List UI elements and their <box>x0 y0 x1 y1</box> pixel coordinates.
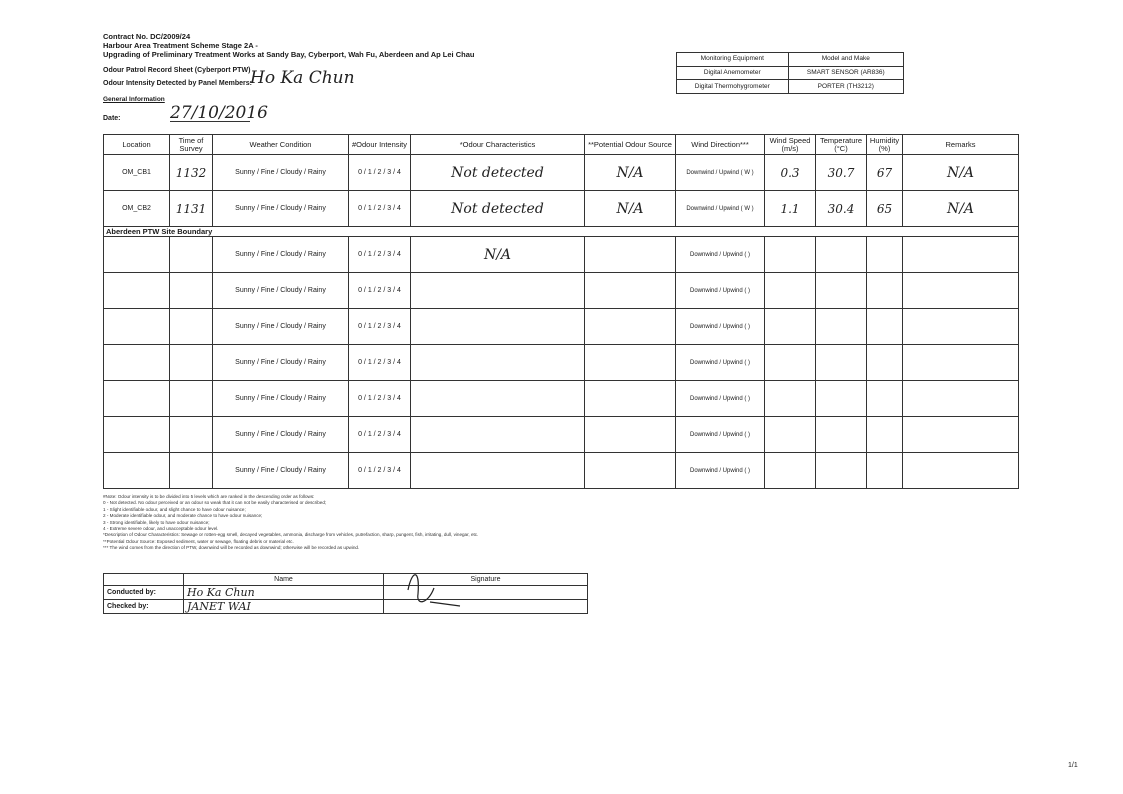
wind-speed-cell <box>765 273 816 309</box>
humidity-cell <box>867 273 903 309</box>
wind-direction-cell: Downwind / Upwind ( ) <box>676 453 765 489</box>
temperature-cell: 30.7 <box>816 155 867 191</box>
model-col-header: Model and Make <box>788 53 903 67</box>
characteristics-cell <box>411 417 585 453</box>
odour-patrol-table <box>103 134 1019 489</box>
sheet-title: Odour Patrol Record Sheet (Cyberport PTW) <box>103 67 251 74</box>
remarks-cell <box>903 237 1019 273</box>
project-subtitle: Upgrading of Preliminary Treatment Works at Sandy Bay, Cyberport, Wah Fu, Aberdeen and Ap Lei Chau <box>103 50 475 59</box>
remarks-cell <box>903 273 1019 309</box>
note-line: 2 - Moderate identifiable odour, and moderate chance to have odour nuisance; <box>103 513 263 519</box>
signature-scribble-icon <box>400 566 470 616</box>
temperature-cell: 30.4 <box>816 191 867 227</box>
wind-speed-cell <box>765 309 816 345</box>
time-cell <box>170 453 213 489</box>
humidity-cell: 67 <box>867 155 903 191</box>
wind-direction-cell: Downwind / Upwind ( ) <box>676 381 765 417</box>
notes-block <box>103 494 583 552</box>
intensity-cell: 0 / 1 / 2 / 3 / 4 <box>349 345 411 381</box>
intensity-cell: 0 / 1 / 2 / 3 / 4 <box>349 191 411 227</box>
intensity-cell: 0 / 1 / 2 / 3 / 4 <box>349 273 411 309</box>
table-row <box>104 237 1019 273</box>
remarks-cell <box>903 417 1019 453</box>
location-cell <box>104 417 170 453</box>
equipment-model: SMART SENSOR (AR836) <box>788 66 903 80</box>
weather-cell: Sunny / Fine / Cloudy / Rainy <box>213 453 349 489</box>
time-cell: 1131 <box>170 191 213 227</box>
wind-direction-cell: Downwind / Upwind ( ) <box>676 345 765 381</box>
humidity-cell <box>867 345 903 381</box>
table-row <box>104 417 1019 453</box>
col-source: **Potential Odour Source <box>585 135 676 155</box>
col-wind-speed: Wind Speed (m/s) <box>765 135 816 155</box>
conducted-by-label: Conducted by: <box>104 586 184 600</box>
note-line: *** The wind comes from the direction of PTW, downwind will be recorded as downwind; otherwise will be recorded as upwind. <box>103 545 360 551</box>
source-cell: N/A <box>585 155 676 191</box>
equipment-col-header: Monitoring Equipment <box>677 53 789 67</box>
characteristics-cell: N/A <box>411 237 585 273</box>
name-header: Name <box>184 574 384 586</box>
characteristics-cell: Not detected <box>411 155 585 191</box>
equipment-table <box>676 52 904 94</box>
remarks-cell <box>903 453 1019 489</box>
table-row <box>104 453 1019 489</box>
time-cell <box>170 345 213 381</box>
humidity-cell <box>867 381 903 417</box>
conducted-by-name: Ho Ka Chun <box>184 586 384 600</box>
weather-cell: Sunny / Fine / Cloudy / Rainy <box>213 417 349 453</box>
wind-speed-cell <box>765 237 816 273</box>
source-cell <box>585 273 676 309</box>
weather-cell: Sunny / Fine / Cloudy / Rainy <box>213 345 349 381</box>
note-line: **Potential Odour Source: Exposed sediment, water or sewage, floating debris or material etc. <box>103 538 294 544</box>
note-line: #Note: Odour intensity is to be divided into 5 levels which are ranked in the descending order as follows: <box>103 494 315 499</box>
humidity-cell <box>867 237 903 273</box>
note-line: 1 - Slight identifiable odour, and slight chance to have odour nuisance; <box>103 506 246 512</box>
time-cell <box>170 381 213 417</box>
humidity-cell <box>867 309 903 345</box>
characteristics-cell <box>411 309 585 345</box>
characteristics-cell: Not detected <box>411 191 585 227</box>
source-cell: N/A <box>585 191 676 227</box>
wind-speed-cell <box>765 453 816 489</box>
wind-speed-cell <box>765 345 816 381</box>
signature-table <box>103 573 588 614</box>
equipment-name: Digital Anemometer <box>677 66 789 80</box>
intensity-cell: 0 / 1 / 2 / 3 / 4 <box>349 453 411 489</box>
location-cell <box>104 309 170 345</box>
remarks-cell <box>903 345 1019 381</box>
wind-speed-cell: 1.1 <box>765 191 816 227</box>
checked-by-label: Checked by: <box>104 600 184 614</box>
characteristics-cell <box>411 453 585 489</box>
characteristics-cell <box>411 273 585 309</box>
weather-cell: Sunny / Fine / Cloudy / Rainy <box>213 273 349 309</box>
table-row <box>104 273 1019 309</box>
source-cell <box>585 417 676 453</box>
temperature-cell <box>816 345 867 381</box>
location-cell <box>104 345 170 381</box>
remarks-cell <box>903 381 1019 417</box>
location-cell <box>104 273 170 309</box>
humidity-cell <box>867 417 903 453</box>
weather-cell: Sunny / Fine / Cloudy / Rainy <box>213 155 349 191</box>
weather-cell: Sunny / Fine / Cloudy / Rainy <box>213 309 349 345</box>
col-wind-direction: Wind Direction*** <box>676 135 765 155</box>
location-cell <box>104 453 170 489</box>
temperature-cell <box>816 273 867 309</box>
wind-direction-cell: Downwind / Upwind ( ) <box>676 273 765 309</box>
intensity-cell: 0 / 1 / 2 / 3 / 4 <box>349 155 411 191</box>
source-cell <box>585 309 676 345</box>
temperature-cell <box>816 417 867 453</box>
characteristics-cell <box>411 345 585 381</box>
wind-direction-cell: Downwind / Upwind ( ) <box>676 309 765 345</box>
contract-number: Contract No. DC/2009/24 <box>103 32 191 41</box>
col-remarks: Remarks <box>903 135 1019 155</box>
temperature-cell <box>816 381 867 417</box>
checked-by-name: JANET WAI <box>184 600 384 614</box>
time-cell <box>170 273 213 309</box>
time-cell <box>170 309 213 345</box>
location-cell <box>104 381 170 417</box>
table-row <box>104 191 1019 227</box>
location-cell: OM_CB2 <box>104 191 170 227</box>
project-title: Harbour Area Treatment Scheme Stage 2A - <box>103 41 258 50</box>
aberdeen-section-label: Aberdeen PTW Site Boundary <box>104 227 1019 237</box>
signature-header: Signature <box>384 574 588 586</box>
source-cell <box>585 453 676 489</box>
temperature-cell <box>816 309 867 345</box>
weather-cell: Sunny / Fine / Cloudy / Rainy <box>213 191 349 227</box>
intensity-cell: 0 / 1 / 2 / 3 / 4 <box>349 381 411 417</box>
intensity-cell: 0 / 1 / 2 / 3 / 4 <box>349 237 411 273</box>
source-cell <box>585 381 676 417</box>
remarks-cell: N/A <box>903 155 1019 191</box>
page-number: 1/1 <box>1068 762 1078 769</box>
table-row <box>104 345 1019 381</box>
intensity-cell: 0 / 1 / 2 / 3 / 4 <box>349 417 411 453</box>
time-cell <box>170 237 213 273</box>
note-line: *Description of Odour Characteristics: Sewage or rotten-egg smell, decayed vegetables, ammonia, discharge from vehicles, putrefaction, sharp, pungent, fish, irritating, dull, vinegar, etc. <box>103 532 479 538</box>
note-line: 3 - Strong identifiable, likely to have odour nuisance; <box>103 519 210 525</box>
temperature-cell <box>816 453 867 489</box>
temperature-cell <box>816 237 867 273</box>
date-label: Date: <box>103 115 121 122</box>
location-cell: OM_CB1 <box>104 155 170 191</box>
time-cell: 1132 <box>170 155 213 191</box>
col-time: Time of Survey <box>170 135 213 155</box>
col-location: Location <box>104 135 170 155</box>
note-line: 4 - Extreme severe odour, and unacceptable odour level. <box>103 526 219 532</box>
panel-member-handwritten: Ho Ka Chun <box>250 68 355 88</box>
note-line: 0 - Not detected. No odour perceived or an odour so weak that it can not be easily characterised or described; <box>103 500 327 506</box>
source-cell <box>585 345 676 381</box>
table-row <box>104 309 1019 345</box>
date-handwritten: 27/10/2016 <box>170 103 268 123</box>
table-row <box>104 381 1019 417</box>
general-info-label: General Information <box>103 96 165 103</box>
col-temperature: Temperature (°C) <box>816 135 867 155</box>
equipment-model: PORTER (TH3212) <box>788 80 903 94</box>
intensity-cell: 0 / 1 / 2 / 3 / 4 <box>349 309 411 345</box>
col-characteristics: *Odour Characteristics <box>411 135 585 155</box>
remarks-cell: N/A <box>903 191 1019 227</box>
wind-speed-cell <box>765 417 816 453</box>
wind-direction-cell: Downwind / Upwind ( ) <box>676 417 765 453</box>
humidity-cell: 65 <box>867 191 903 227</box>
col-humidity: Humidity (%) <box>867 135 903 155</box>
weather-cell: Sunny / Fine / Cloudy / Rainy <box>213 381 349 417</box>
wind-direction-cell: Downwind / Upwind ( W ) <box>676 191 765 227</box>
characteristics-cell <box>411 381 585 417</box>
humidity-cell <box>867 453 903 489</box>
date-underline <box>170 121 250 122</box>
source-cell <box>585 237 676 273</box>
wind-direction-cell: Downwind / Upwind ( W ) <box>676 155 765 191</box>
wind-speed-cell <box>765 381 816 417</box>
wind-speed-cell: 0.3 <box>765 155 816 191</box>
weather-cell: Sunny / Fine / Cloudy / Rainy <box>213 237 349 273</box>
col-weather: Weather Condition <box>213 135 349 155</box>
table-row <box>104 155 1019 191</box>
location-cell <box>104 237 170 273</box>
time-cell <box>170 417 213 453</box>
col-intensity: #Odour Intensity <box>349 135 411 155</box>
intensity-detected-label: Odour Intensity Detected by Panel Members: <box>103 80 252 87</box>
wind-direction-cell: Downwind / Upwind ( ) <box>676 237 765 273</box>
equipment-name: Digital Thermohygrometer <box>677 80 789 94</box>
remarks-cell <box>903 309 1019 345</box>
